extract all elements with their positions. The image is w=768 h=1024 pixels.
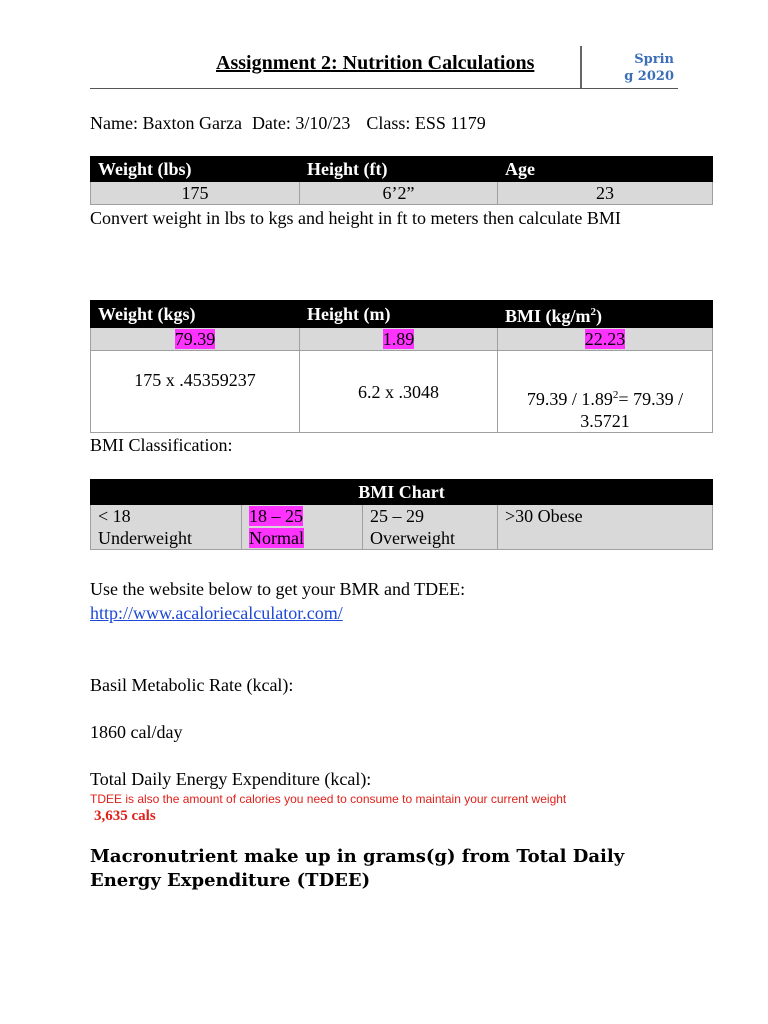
- bmi-range: 25 – 29: [370, 506, 424, 526]
- highlight-bmi: 22.23: [584, 329, 626, 349]
- conversion-instruction: Convert weight in lbs to kgs and height in ft to meters then calculate BMI: [90, 208, 621, 228]
- value-weight-lbs: 175: [91, 182, 300, 205]
- value-bmi: [498, 328, 713, 351]
- value-height-m: [300, 328, 498, 351]
- table-row: [91, 182, 713, 205]
- bmi-cell-normal: [242, 505, 363, 550]
- tdee-value: 3,635 cals: [94, 808, 156, 824]
- bmi-range: < 18: [98, 506, 131, 526]
- calc-bmi-result: = 79.39 / 3.5721: [580, 389, 684, 431]
- bmr-label: Basil Metabolic Rate (kcal):: [90, 675, 294, 695]
- student-name: Name: Baxton Garza: [90, 113, 242, 133]
- semester-label: Sprin g 2020: [624, 52, 674, 84]
- class-code: Class: ESS 1179: [366, 113, 486, 133]
- bmr-value: 1860 cal/day: [90, 722, 183, 742]
- value-weight-kgs: [91, 328, 300, 351]
- calculator-website-link[interactable]: http://www.acaloriecalculator.com/: [90, 603, 343, 623]
- bmi-cell-underweight: [91, 505, 242, 550]
- title-divider: [580, 46, 582, 88]
- measurements-table: [90, 156, 713, 205]
- highlight-weight-kgs: 79.39: [174, 329, 216, 349]
- table-header-row: [91, 157, 713, 182]
- header-bmi: [498, 301, 713, 328]
- table-header-row: [91, 480, 713, 505]
- bmi-header-sup: 2: [590, 306, 596, 318]
- bmi-header-close: ): [596, 306, 602, 326]
- bmi-header-text: BMI (kg/m: [505, 306, 591, 326]
- title-underline-rule: [90, 88, 678, 89]
- header-height-ft: Height (ft): [300, 157, 498, 182]
- calc-bmi: [498, 351, 713, 433]
- calc-bmi-text: 79.39 / 1.89: [526, 389, 613, 409]
- value-height-ft: 6’2”: [300, 182, 498, 205]
- header-age: Age: [498, 157, 713, 182]
- bmi-label: Overweight: [370, 528, 455, 548]
- calc-weight: 175 x .45359237: [91, 351, 300, 433]
- bmi-label: Normal: [249, 528, 304, 548]
- highlight-height-m: 1.89: [382, 329, 415, 349]
- bmi-label: Underweight: [98, 528, 192, 548]
- bmi-cell-obese: [498, 505, 713, 550]
- calc-bmi-sup: 2: [612, 389, 619, 401]
- value-age: 23: [498, 182, 713, 205]
- header-height-m: Height (m): [300, 301, 498, 328]
- tdee-note: TDEE is also the amount of calories you need to consume to maintain your current weight: [90, 792, 567, 806]
- website-prompt: Use the website below to get your BMR and TDEE:: [90, 579, 466, 599]
- header-weight-kgs: Weight (kgs): [91, 301, 300, 328]
- table-row: [91, 505, 713, 550]
- assignment-date: Date: 3/10/23: [251, 113, 351, 133]
- tdee-label: Total Daily Energy Expenditure (kcal):: [90, 769, 372, 789]
- header-weight-lbs: Weight (lbs): [91, 157, 300, 182]
- bmi-range: >30 Obese: [505, 506, 583, 526]
- bmi-chart-title: BMI Chart: [91, 480, 713, 505]
- macronutrient-heading: Macronutrient make up in grams(g) from Total Daily Energy Expenditure (TDEE): [90, 846, 625, 891]
- table-row: [91, 351, 713, 433]
- calc-height: 6.2 x .3048: [300, 351, 498, 433]
- table-header-row: [91, 301, 713, 328]
- student-info-line: [90, 111, 486, 135]
- bmi-cell-overweight: [363, 505, 498, 550]
- bmi-range: 18 – 25: [249, 506, 303, 526]
- bmi-classification-label: BMI Classification:: [90, 435, 233, 455]
- bmi-calculation-table: [90, 300, 713, 433]
- page-title: Assignment 2: Nutrition Calculations: [216, 52, 535, 74]
- bmi-chart-table: [90, 479, 713, 550]
- table-row: [91, 328, 713, 351]
